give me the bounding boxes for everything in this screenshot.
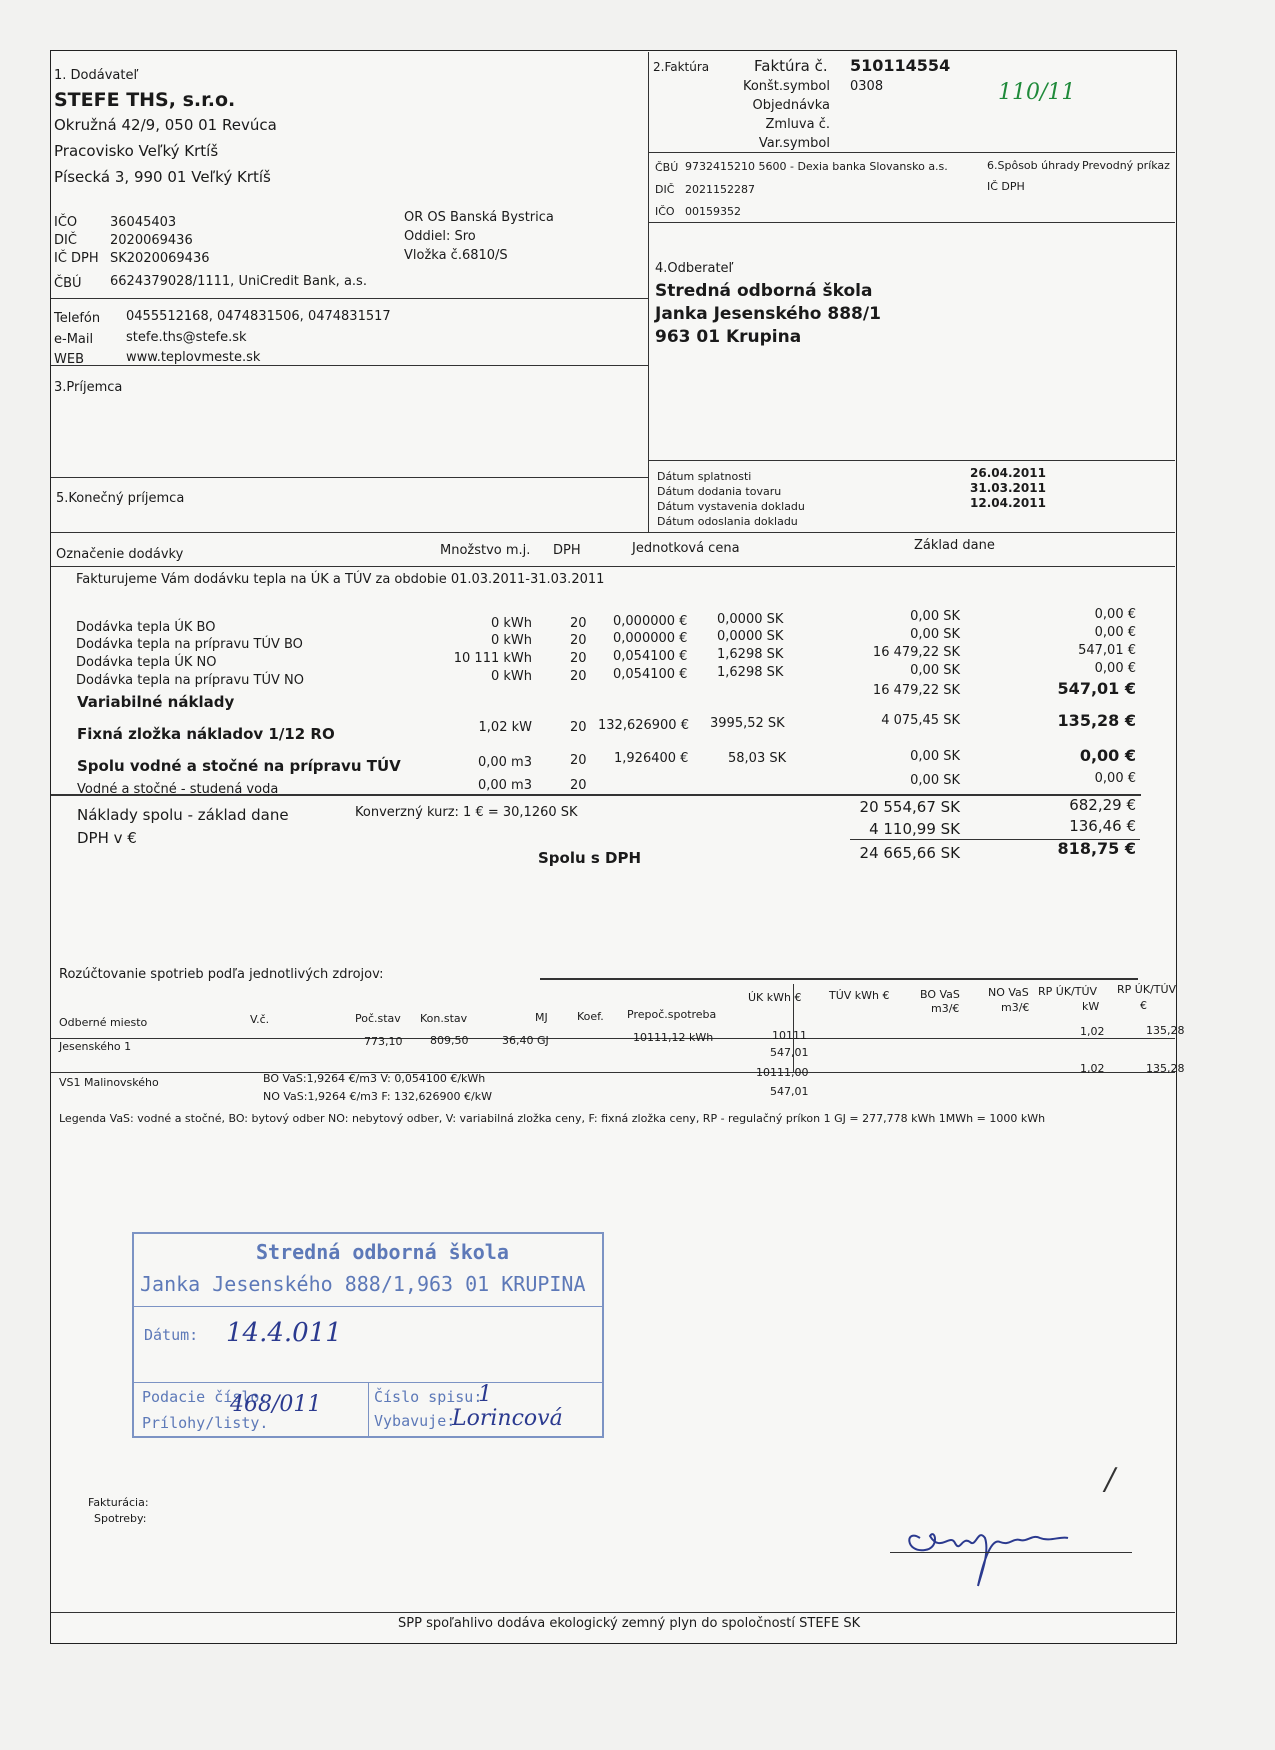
- line-price-sk: 0,0000 SK: [717, 629, 784, 644]
- row-rates: BO VaS:1,9264 €/m3 V: 0,054100 €/kWh: [263, 1072, 486, 1085]
- divider: [540, 978, 1138, 980]
- col-base: Základ dane: [914, 538, 995, 553]
- stamp-school: Stredná odborná škola: [256, 1240, 509, 1264]
- line-price-eur: 0,054100 €: [613, 667, 688, 682]
- customer-dic-value: 2021152287: [685, 183, 755, 196]
- web-label: WEB: [54, 352, 84, 367]
- vat-label: DPH v €: [77, 829, 137, 847]
- supplier-address: Okružná 42/9, 050 01 Revúca: [54, 116, 277, 134]
- due-date-label: Dátum splatnosti: [657, 470, 752, 483]
- row-rp-kw: 1,02: [1080, 1025, 1105, 1038]
- vat-eur: 136,46 €: [1069, 817, 1136, 835]
- stamp-spis-value: 1: [478, 1382, 492, 1407]
- line-base-eur: 0,00 €: [1094, 625, 1136, 640]
- water-price-sk: 58,03 SK: [728, 751, 787, 766]
- email-value: stefe.ths@stefe.sk: [126, 330, 247, 345]
- web-value: www.teplovmeste.sk: [126, 350, 261, 365]
- billing-label: Fakturácia:: [88, 1496, 149, 1509]
- water-label: Spolu vodné a stočné na prípravu TÚV: [77, 757, 401, 775]
- customer-dic-label: DIČ: [655, 183, 675, 196]
- bank-cbu-label: ČBÚ: [655, 161, 679, 174]
- line-vat: 20: [570, 651, 587, 666]
- stamp-vybavuje-label: Vybavuje:: [374, 1412, 456, 1430]
- line-price-eur: 0,000000 €: [613, 631, 688, 646]
- water-vat: 20: [570, 753, 587, 768]
- payment-method-label: 6.Spôsob úhrady: [987, 159, 1080, 172]
- phone-value: 0455512168, 0474831506, 0474831517: [126, 309, 391, 324]
- delivery-date-label: Dátum dodania tovaru: [657, 485, 782, 498]
- payment-vat-id: IČ DPH: [987, 180, 1025, 193]
- line-name: Dodávka tepla ÚK NO: [76, 655, 217, 670]
- invoice-number: 510114554: [850, 56, 951, 75]
- stamp-date-label: Dátum:: [144, 1326, 199, 1344]
- col-vat: DPH: [553, 543, 581, 558]
- line-qty: 0 kWh: [490, 669, 532, 684]
- dic-label: DIČ: [54, 233, 77, 248]
- registry-stamp: [132, 1232, 604, 1438]
- konst-symbol-label: Konšt.symbol: [742, 79, 830, 94]
- invoice-number-label: Faktúra č.: [754, 57, 828, 75]
- bank-cbu-value: 9732415210 5600 - Dexia banka Slovansko a.s.: [685, 160, 948, 173]
- customer-address: 963 01 Krupina: [655, 327, 802, 347]
- stamp-vybavuje-value: Lorincová: [452, 1406, 563, 1431]
- col-koef: Koef.: [577, 1010, 604, 1023]
- water-qty: 0,00 m3: [477, 755, 532, 770]
- delivery-date-value: 31.03.2011: [970, 481, 1046, 495]
- fixed-vat: 20: [570, 720, 587, 735]
- var-symbol-label: Var.symbol: [758, 136, 830, 151]
- line-price-eur: 0,000000 €: [613, 614, 688, 629]
- line-qty: 10 111 kWh: [453, 651, 532, 666]
- col-rp-tuv-unit: €: [1140, 999, 1147, 1012]
- line-base-sk: 0,00 SK: [910, 627, 960, 642]
- phone-label: Telefón: [54, 311, 101, 326]
- conversion-rate: Konverzný kurz: 1 € = 30,1260 SK: [355, 805, 578, 820]
- ico-value: 36045403: [110, 215, 177, 230]
- variable-base-eur: 547,01 €: [1057, 679, 1136, 698]
- divider: [51, 365, 648, 366]
- stamp-podacie-label: Podacie číslo:: [142, 1388, 269, 1406]
- icdph-label: IČ DPH: [54, 251, 99, 266]
- issue-date-label: Dátum vystavenia dokladu: [657, 500, 805, 513]
- divider: [648, 460, 1175, 461]
- total-base-label: Náklady spolu - základ dane: [77, 806, 289, 824]
- row-uk: 10111: [772, 1029, 807, 1042]
- row-place: Jesenského 1: [59, 1040, 132, 1053]
- line-qty: 0 kWh: [490, 616, 532, 631]
- konst-symbol-value: 0308: [850, 79, 884, 94]
- supplier-section-label: 1. Dodávateľ: [54, 68, 139, 83]
- divider: [51, 298, 648, 299]
- send-date-label: Dátum odoslania dokladu: [657, 515, 798, 528]
- register-section: Oddiel: Sro: [404, 229, 476, 244]
- col-no: NO VaS: [988, 986, 1029, 999]
- cbu-value: 6624379028/1111, UniCredit Bank, a.s.: [110, 274, 367, 289]
- supplier-address: Pracovisko Veľký Krtíš: [54, 142, 219, 160]
- water-price-eur: 1,926400 €: [614, 751, 689, 766]
- line-price-eur: 0,054100 €: [613, 649, 688, 664]
- footer-note: SPP spoľahlivo dodáva ekologický zemný plyn do spoločností STEFE SK: [398, 1616, 861, 1631]
- email-label: e-Mail: [54, 332, 94, 347]
- invoice-section-label: 2.Faktúra: [653, 60, 710, 74]
- total-base-sk: 20 554,67 SK: [859, 798, 960, 816]
- stamp-date-value: 14.4.011: [226, 1318, 342, 1348]
- line-base-eur: 0,00 €: [1094, 607, 1136, 622]
- due-date-value: 26.04.2011: [970, 466, 1046, 480]
- col-recalc: Prepoč.spotreba: [627, 1008, 717, 1021]
- consumption-title: Rozúčtovanie spotrieb podľa jednotlivých zdrojov:: [59, 967, 384, 982]
- stamp-prilohy-label: Prílohy/listy.: [142, 1414, 269, 1432]
- col-mj: MJ: [535, 1011, 548, 1024]
- row-recalc: 10111,12 kWh: [633, 1031, 714, 1044]
- fixed-base-sk: 4 075,45 SK: [881, 713, 960, 728]
- divider: [51, 566, 1175, 567]
- signature-tick: /: [1105, 1462, 1116, 1497]
- final-recipient-label: 5.Konečný príjemca: [56, 491, 185, 506]
- signature-image: [900, 1508, 1080, 1588]
- objednavka-label: Objednávka: [752, 98, 830, 113]
- line-vat: 20: [570, 633, 587, 648]
- line-vat: 20: [570, 616, 587, 631]
- register-insert: Vložka č.6810/S: [404, 248, 508, 263]
- line-base-eur: 0,00 €: [1094, 661, 1136, 676]
- col-bo: BO VaS: [920, 988, 960, 1001]
- col-place: Odberné miesto: [59, 1016, 148, 1029]
- divider: [51, 532, 1175, 533]
- row-place: VS1 Malinovského: [59, 1076, 159, 1089]
- row-rp-kw: 1,02: [1080, 1062, 1105, 1075]
- row-uk-eur: 547,01: [770, 1085, 809, 1098]
- row-start: 773,10: [364, 1035, 403, 1048]
- water-base-sk: 0,00 SK: [910, 749, 960, 764]
- stamp-address: Janka Jesenského 888/1,963 01 KRUPINA: [140, 1272, 586, 1296]
- divider: [648, 222, 1175, 223]
- divider: [51, 1072, 1175, 1073]
- col-designation: Označenie dodávky: [56, 547, 184, 562]
- supplier-address: Písecká 3, 990 01 Veľký Krtíš: [54, 168, 271, 186]
- grand-total-sk: 24 665,66 SK: [859, 844, 960, 862]
- icdph-value: SK2020069436: [110, 251, 210, 266]
- issue-date-value: 12.04.2011: [970, 496, 1046, 510]
- period-text: Fakturujeme Vám dodávku tepla na ÚK a TÚV za obdobie 01.03.2011-31.03.2011: [76, 572, 605, 587]
- signature-line: [890, 1552, 1132, 1553]
- col-meter: V.č.: [250, 1013, 270, 1026]
- row-end: 809,50: [430, 1034, 469, 1047]
- col-start: Poč.stav: [355, 1012, 401, 1025]
- line-qty: 0 kWh: [490, 633, 532, 648]
- fixed-price-sk: 3995,52 SK: [710, 716, 785, 731]
- grand-total-eur: 818,75 €: [1057, 839, 1136, 858]
- row-rates: NO VaS:1,9264 €/m3 F: 132,626900 €/kW: [263, 1090, 492, 1103]
- row-rp-eur: 135,28: [1146, 1062, 1185, 1075]
- customer-ico-value: 00159352: [685, 205, 741, 218]
- col-unit-price: Jednotková cena: [632, 541, 740, 556]
- cold-water-base-sk: 0,00 SK: [910, 773, 960, 788]
- customer-address: Janka Jesenského 888/1: [655, 304, 881, 324]
- cold-water-label: Vodné a stočné - studená voda: [77, 782, 279, 797]
- line-base-sk: 16 479,22 SK: [872, 645, 960, 660]
- divider: [648, 152, 1175, 153]
- stamp-spis-label: Číslo spisu:: [374, 1388, 483, 1406]
- handwritten-number: 110/11: [998, 80, 1076, 105]
- customer-section-label: 4.Odberateľ: [655, 261, 734, 276]
- total-base-eur: 682,29 €: [1069, 796, 1136, 814]
- divider: [51, 477, 648, 478]
- divider: [51, 1038, 1175, 1039]
- fixed-price-eur: 132,626900 €: [598, 718, 689, 733]
- line-base-sk: 0,00 SK: [910, 663, 960, 678]
- line-base-eur: 547,01 €: [1078, 643, 1136, 658]
- ico-label: IČO: [54, 215, 78, 230]
- variable-costs-label: Variabilné náklady: [77, 693, 235, 711]
- consumption-label: Spotreby:: [94, 1512, 147, 1525]
- vat-sk: 4 110,99 SK: [869, 820, 960, 838]
- row-uk-eur: 547,01: [770, 1046, 809, 1059]
- legend: Legenda VaS: vodné a stočné, BO: bytový odber NO: nebytový odber, V: variabilná zložka ceny, F: fixná zložka ceny, RP - regulačný príkon 1 GJ = 277,778 kWh 1MWh = 1000 kWh: [59, 1112, 1046, 1125]
- payment-method-value: Prevodný príkaz: [1082, 159, 1170, 172]
- col-rp-uk: RP ÚK/TÚV: [1038, 985, 1098, 998]
- col-tuv: TÚV kWh €: [829, 989, 890, 1002]
- fixed-base-eur: 135,28 €: [1057, 711, 1136, 730]
- stamp-podacie-value: 468/011: [230, 1392, 322, 1417]
- col-rp-tuv: RP ÚK/TÚV: [1117, 983, 1177, 996]
- line-name: Dodávka tepla na prípravu TÚV NO: [76, 673, 304, 688]
- customer-ico-label: IČO: [655, 205, 675, 218]
- cbu-label: ČBÚ: [54, 276, 82, 291]
- line-name: Dodávka tepla ÚK BO: [76, 620, 216, 635]
- col-end: Kon.stav: [420, 1012, 468, 1025]
- water-base-eur: 0,00 €: [1079, 746, 1136, 765]
- row-uk: 10111,00: [756, 1066, 809, 1079]
- line-base-sk: 0,00 SK: [910, 609, 960, 624]
- customer-name: Stredná odborná škola: [655, 281, 873, 301]
- supplier-name: STEFE THS, s.r.o.: [54, 89, 236, 111]
- fixed-qty: 1,02 kW: [478, 720, 532, 735]
- variable-base-sk: 16 479,22 SK: [872, 683, 960, 698]
- line-price-sk: 1,6298 SK: [717, 665, 784, 680]
- line-vat: 20: [570, 669, 587, 684]
- row-mj: 36,40 GJ: [502, 1034, 549, 1047]
- cold-water-base-eur: 0,00 €: [1094, 771, 1136, 786]
- grand-total-label: Spolu s DPH: [538, 849, 642, 867]
- col-quantity: Množstvo m.j.: [440, 543, 531, 558]
- col-no-unit: m3/€: [1001, 1001, 1030, 1014]
- register-court: OR OS Banská Bystrica: [404, 210, 554, 225]
- recipient-section-label: 3.Príjemca: [54, 380, 123, 395]
- col-rp-uk-unit: kW: [1082, 1000, 1100, 1013]
- zmluva-label: Zmluva č.: [765, 117, 830, 132]
- cold-water-qty: 0,00 m3: [477, 778, 532, 793]
- line-name: Dodávka tepla na prípravu TÚV BO: [76, 637, 303, 652]
- dic-value: 2020069436: [110, 233, 193, 248]
- line-price-sk: 1,6298 SK: [717, 647, 784, 662]
- fixed-costs-label: Fixná zložka nákladov 1/12 RO: [77, 725, 335, 743]
- row-rp-eur: 135,28: [1146, 1024, 1185, 1037]
- cold-water-vat: 20: [570, 778, 587, 793]
- col-bo-unit: m3/€: [931, 1002, 960, 1015]
- divider: [51, 1612, 1175, 1613]
- col-uk: ÚK kWh €: [748, 991, 802, 1004]
- line-price-sk: 0,0000 SK: [717, 612, 784, 627]
